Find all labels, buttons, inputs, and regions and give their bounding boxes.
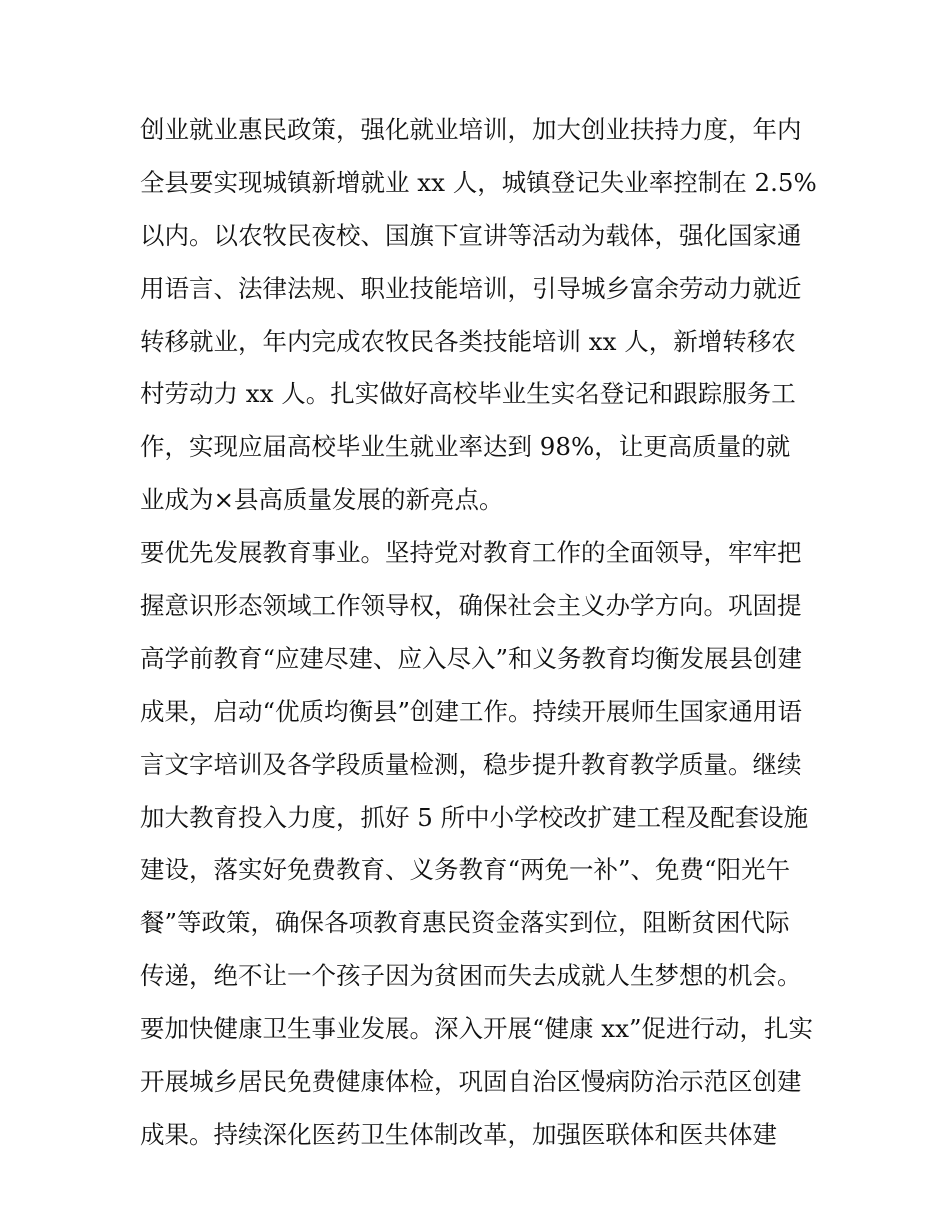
text-line: 高学前教育“应建尽建、应入尽入”和义务教育均衡发展县创建 bbox=[140, 643, 803, 673]
text-line: 创业就业惠民政策，强化就业培训，加大创业扶持力度，年内 bbox=[140, 115, 802, 144]
text-line: 作，实现应届高校毕业生就业率达到 98%，让更高质量的就 bbox=[140, 432, 791, 462]
text-line: 言文字培训及各学段质量检测，稳步提升教育教学质量。继续 bbox=[140, 749, 802, 779]
body-text bbox=[140, 104, 820, 1162]
text-line: 要加快健康卫生事业发展。深入开展“健康 xx”促进行动，扎实 bbox=[140, 1014, 813, 1044]
text-line: 用语言、法律法规、职业技能培训，引导城乡富余劳动力就近 bbox=[140, 273, 802, 303]
text-line: 开展城乡居民免费健康体检，巩固自治区慢病防治示范区创建 bbox=[140, 1067, 802, 1097]
text-line: 加大教育投入力度，抓好 5 所中小学校改扩建工程及配套设施 bbox=[140, 802, 809, 832]
text-line: 转移就业，年内完成农牧民各类技能培训 xx 人，新增转移农 bbox=[140, 326, 796, 356]
text-line: 业成为×县高质量发展的新亮点。 bbox=[140, 485, 504, 515]
text-line: 建设，落实好免费教育、义务教育“两免一补”、免费“阳光午 bbox=[140, 855, 791, 885]
text-line: 传递，绝不让一个孩子因为贫困而失去成就人生梦想的机会。 bbox=[140, 961, 802, 991]
text-line: 成果，启动“优质均衡县”创建工作。持续开展师生国家通用语 bbox=[140, 696, 803, 726]
text-line: 以内。以农牧民夜校、国旗下宣讲等活动为载体，强化国家通 bbox=[140, 220, 802, 250]
text-line: 村劳动力 xx 人。扎实做好高校毕业生实名登记和跟踪服务工 bbox=[140, 379, 796, 409]
text-line: 握意识形态领域工作领导权，确保社会主义办学方向。巩固提 bbox=[140, 591, 802, 621]
text-line: 餐”等政策，确保各项教育惠民资金落实到位，阻断贫困代际 bbox=[140, 908, 790, 938]
text-line: 全县要实现城镇新增就业 xx 人，城镇登记失业率控制在 2.5% bbox=[140, 167, 817, 197]
text-line: 要优先发展教育事业。坚持党对教育工作的全面领导，牢牢把 bbox=[140, 538, 802, 568]
text-line: 成果。持续深化医药卫生体制改革，加强医联体和医共体建 bbox=[140, 1119, 777, 1149]
